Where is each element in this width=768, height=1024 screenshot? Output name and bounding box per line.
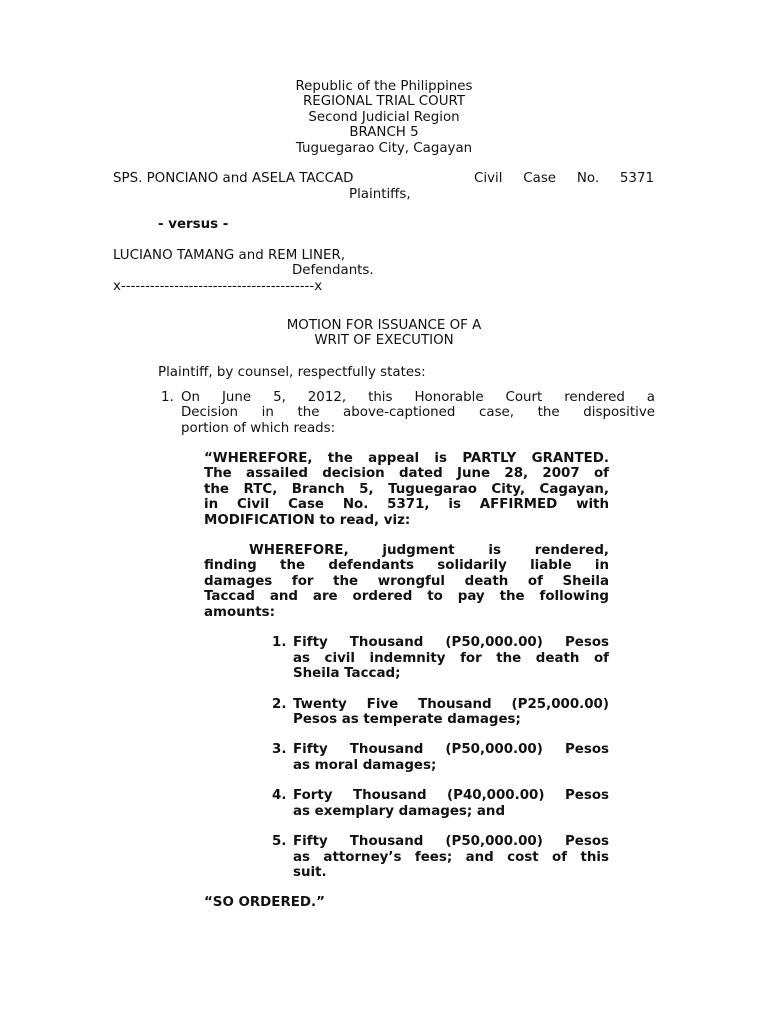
versus-label: - versus - (158, 217, 229, 232)
plaintiffs-names: SPS. PONCIANO and ASELA TACCAD (113, 171, 354, 186)
award-line: Fifty Thousand (P50,000.00) Pesos (293, 742, 609, 757)
header-city: Tuguegarao City, Cagayan (295, 141, 473, 156)
award-number: 1. (272, 635, 287, 650)
award-line: Forty Thousand (P40,000.00) Pesos (293, 788, 609, 803)
header-republic: Republic of the Philippines (295, 79, 473, 94)
header-region: Second Judicial Region (308, 110, 460, 125)
header-court: REGIONAL TRIAL COURT (302, 94, 466, 109)
item-1-line-1: On June 5, 2012, this Honorable Court rendered a (181, 390, 655, 405)
quote-p1-line-2: The assailed decision dated June 28, 2007 of (204, 466, 609, 481)
quote-p1-line-4: in Civil Case No. 5371, is AFFIRMED with (204, 497, 609, 512)
defendants-names: LUCIANO TAMANG and REM LINER, (113, 248, 346, 263)
header-branch: BRANCH 5 (349, 125, 419, 140)
quote-p2-line-3: damages for the wrongful death of Sheila (204, 574, 609, 589)
quote-p2-line-1: WHEREFORE, judgment is rendered, (249, 543, 609, 558)
case-number: Civil Case No. 5371 (474, 171, 654, 186)
award-line: as attorney’s fees; and cost of this (293, 850, 609, 865)
title-line-2: WRIT OF EXECUTION (314, 333, 454, 348)
quote-p2-line-5: amounts: (204, 605, 275, 620)
award-number: 3. (272, 742, 287, 757)
award-line: Fifty Thousand (P50,000.00) Pesos (293, 834, 609, 849)
award-line: Twenty Five Thousand (P25,000.00) (293, 697, 609, 712)
quote-p2-line-2: finding the defendants solidarily liable in (204, 558, 609, 573)
defendants-label: Defendants. (292, 263, 374, 278)
award-line: as exemplary damages; and (293, 804, 506, 819)
intro-paragraph: Plaintiff, by counsel, respectfully states: (158, 365, 426, 380)
award-line: Fifty Thousand (P50,000.00) Pesos (293, 635, 609, 650)
award-line: Sheila Taccad; (293, 666, 401, 681)
item-1-line-3: portion of which reads: (181, 421, 336, 436)
award-line: as civil indemnity for the death of (293, 651, 609, 666)
quote-p1-line-3: the RTC, Branch 5, Tuguegarao City, Cagayan, (204, 482, 609, 497)
quote-p1-line-5: MODIFICATION to read, viz: (204, 513, 411, 528)
award-line: Pesos as temperate damages; (293, 712, 521, 727)
caption-separator: x----------------------------------------x (113, 279, 323, 294)
quote-closing: “SO ORDERED.” (204, 895, 325, 910)
plaintiffs-label: Plaintiffs, (349, 187, 411, 202)
quote-p2-line-4: Taccad and are ordered to pay the following (204, 589, 609, 604)
item-1-line-2: Decision in the above-captioned case, the dispositive (181, 405, 655, 420)
award-line: suit. (293, 865, 327, 880)
item-number: 1. (161, 390, 174, 405)
title-line-1: MOTION FOR ISSUANCE OF A (286, 318, 482, 333)
award-number: 5. (272, 834, 287, 849)
award-line: as moral damages; (293, 758, 437, 773)
award-number: 4. (272, 788, 287, 803)
award-number: 2. (272, 697, 287, 712)
quote-p1-line-1: “WHEREFORE, the appeal is PARTLY GRANTED. (204, 451, 609, 466)
